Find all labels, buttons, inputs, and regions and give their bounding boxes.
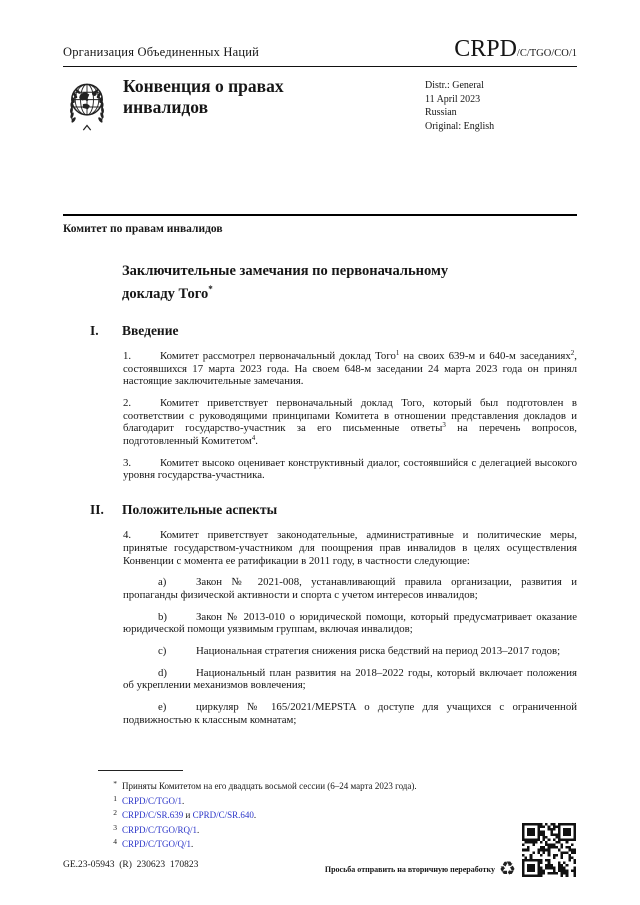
recycle-text: Просьба отправить на вторичную переработку <box>324 865 495 874</box>
paragraph-number: 1. <box>123 349 132 362</box>
section-heading-introduction <box>90 323 577 339</box>
list-item-d <box>123 667 577 692</box>
list-item-letter: e) <box>158 701 167 714</box>
list-item-letter: c) <box>158 645 167 658</box>
paragraph-1 <box>123 350 577 388</box>
paragraph-text: на своих 639-м и 640-м заседаниях <box>399 349 571 362</box>
list-item-text: Закон № 2021-008, устанавливающий правила организации, развития и пропаганды физической активности и спорта с учетом интересов инвалидов; <box>123 576 577 601</box>
footnote-4 <box>103 836 577 851</box>
recycle-notice <box>325 860 516 879</box>
treaty-title <box>123 76 284 136</box>
distribution-block <box>425 76 577 136</box>
treaty-title-line1: Конвенция о правах <box>123 76 284 96</box>
paragraph-3 <box>123 457 577 482</box>
paragraph-text: Комитет приветствует законодательные, административные и политические меры, принятые государством-участником для поощрения прав инвалидов в целях осуществления Конвенции с момента ее ратификации в 2011 году, в частности следующие: <box>123 529 577 567</box>
paragraph-text: . <box>255 435 258 448</box>
paragraph-2 <box>123 397 577 448</box>
ge-reference: GE.23-05943 (R) 230623 170823 <box>63 860 199 870</box>
section-title: Введение <box>122 322 179 338</box>
footnote-ref-3: 3 <box>442 421 446 430</box>
paragraph-number: 2. <box>123 396 132 409</box>
list-item-letter: a) <box>158 576 167 589</box>
footnote-ref-1: 1 <box>395 348 400 357</box>
footnote-marker: 2 <box>113 808 117 818</box>
paragraph-text: , состоявшихся 17 марта 2023 года. На своем 648-м заседании 24 марта 2023 года он принял настоящие заключительные замечания. <box>123 349 577 388</box>
paragraph-number: 4. <box>123 529 132 542</box>
list-item-letter: b) <box>158 610 167 623</box>
list-item-text: Закон № 2013-010 о юридической помощи, который предусматривает оказание юридической помощи уязвимым группам, включая инвалидов; <box>123 610 577 636</box>
list-item-text: циркуляр № 165/2021/MEPSTA о доступе для учащихся с ограниченной подвижностью к классным комнатам; <box>123 701 577 726</box>
footnote-separator <box>98 770 183 771</box>
footnote-2-link-2[interactable]: CPRD/C/SR.640 <box>192 810 254 821</box>
org-name: Организация Объединенных Наций <box>63 45 260 59</box>
recycle-icon: ♻ <box>498 858 516 880</box>
document-symbol <box>454 36 577 63</box>
qr-code <box>522 823 576 877</box>
footnote-ref-4: 4 <box>251 434 256 443</box>
paragraph-text: на перечень вопросов, подготовленный Комитетом <box>123 422 577 448</box>
section-number: II. <box>90 502 104 518</box>
section-heading-positive-aspects <box>90 502 577 518</box>
footnote-1-link[interactable]: CRPD/C/TGO/1 <box>122 795 183 806</box>
paragraph-text: Комитет высоко оценивает конструктивный диалог, состоявшийся с делегацией высокого уровня государства-участника. <box>123 456 577 482</box>
paragraph-number: 3. <box>123 456 132 469</box>
footnote-text: . <box>253 810 257 821</box>
distr-line: Distr.: General <box>425 80 484 91</box>
footnote-text: . <box>197 824 200 835</box>
language-line: Russian <box>425 107 457 118</box>
footnote-marker: 1 <box>113 793 117 803</box>
document-symbol-suffix: /C/TGO/CO/1 <box>516 48 577 59</box>
footnote-2 <box>103 807 577 822</box>
masthead <box>63 76 577 136</box>
treaty-title-line2: инвалидов <box>123 97 209 117</box>
footnote-marker: * <box>113 779 117 788</box>
document-title <box>122 262 487 303</box>
footnote-3-link[interactable]: CRPD/C/TGO/RQ/1 <box>122 824 198 835</box>
footnote-marker: 3 <box>113 822 117 832</box>
footnote-text: . <box>191 839 194 850</box>
footnote-star <box>103 778 577 793</box>
document-symbol-main: CRPD <box>454 36 517 62</box>
page-header <box>63 36 577 67</box>
section-number: I. <box>90 322 99 338</box>
footnote-1 <box>103 793 577 808</box>
section-title: Положительные аспекты <box>122 502 278 518</box>
title-footnote-mark: * <box>208 284 213 294</box>
footnote-text: и <box>183 810 193 821</box>
list-item-a <box>123 576 577 601</box>
list-item-c <box>123 645 577 658</box>
committee-name: Комитет по правам инвалидов <box>63 223 223 235</box>
footnote-text: Приняты Комитетом на его двадцать восьмой сессии (6–24 марта 2023 года). <box>122 781 417 791</box>
date-line: 11 April 2023 <box>425 93 481 105</box>
list-item-letter: d) <box>158 666 167 679</box>
footnote-4-link[interactable]: CRPD/C/TGO/Q/1 <box>122 839 192 850</box>
footnote-marker: 4 <box>113 837 117 847</box>
list-item-e <box>123 701 577 726</box>
paragraph-4 <box>123 529 577 567</box>
list-item-text: Национальный план развития на 2018–2022 годы, который включает положения об укреплении механизмов вовлечения; <box>123 666 577 692</box>
footnote-text: . <box>182 795 185 806</box>
footnotes-block <box>63 770 577 851</box>
un-emblem-icon <box>63 78 111 136</box>
paragraph-text: Комитет приветствует первоначальный доклад Того, который был подготовлен в соответствии с руководящими принципами Комитета в отношении представления докладов и благодарит государство-участник за его письменные ответы <box>123 396 577 435</box>
original-line: Original: English <box>425 120 495 132</box>
footnote-ref-2: 2 <box>570 348 575 357</box>
list-item-b <box>123 611 577 636</box>
document-title-text: Заключительные замечания по первоначальному докладу Того <box>122 263 449 302</box>
list-item-text: Национальная стратегия снижения риска бедствий на период 2013–2017 годов; <box>196 645 561 658</box>
footnote-2-link-1[interactable]: CRPD/C/SR.639 <box>122 810 184 821</box>
footnote-3 <box>103 822 577 837</box>
paragraph-text: Комитет рассмотрел первоначальный доклад Того <box>160 349 396 362</box>
section-divider-rule <box>63 214 577 216</box>
